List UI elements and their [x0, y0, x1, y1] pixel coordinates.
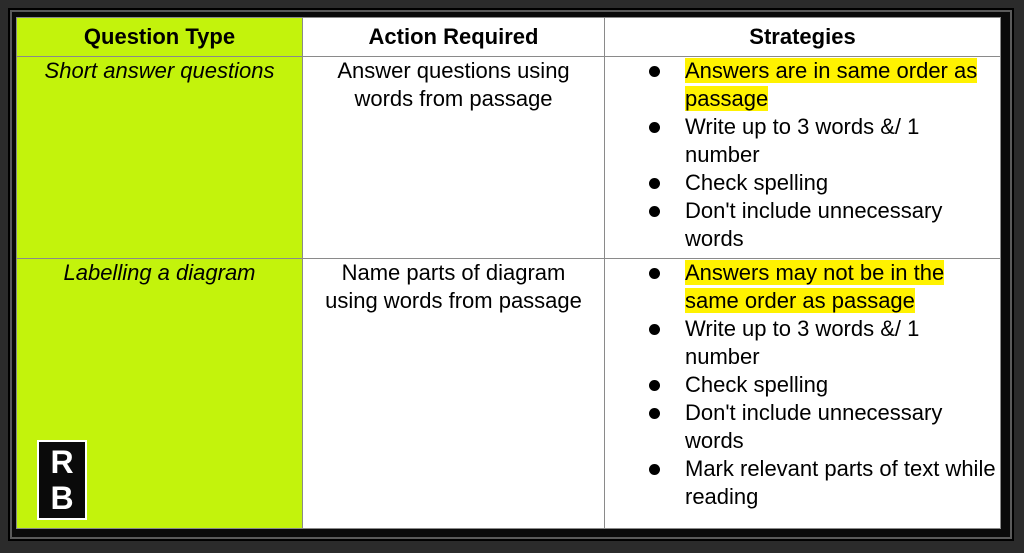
- strategy-item: [635, 315, 1000, 371]
- strategy-item: [635, 371, 1000, 399]
- bullet-icon: [649, 206, 660, 217]
- bullet-icon: [649, 178, 660, 189]
- table-row: [17, 57, 1001, 259]
- bullet-icon: [649, 408, 660, 419]
- action-line: Answer questions using: [337, 58, 570, 83]
- strategy-list: [605, 259, 1000, 511]
- strategy-text: Mark relevant parts of text while reading: [685, 455, 996, 509]
- action-cell: [303, 258, 605, 528]
- strategies-cell: [605, 57, 1001, 259]
- strategy-item: [635, 113, 1000, 169]
- action-cell: [303, 57, 605, 259]
- strategy-item: [635, 169, 1000, 197]
- bullet-icon: [649, 324, 660, 335]
- bullet-icon: [649, 122, 660, 133]
- rb-logo: [37, 440, 87, 520]
- strategy-text: Don't include unnecessary words: [685, 399, 943, 453]
- bullet-icon: [649, 66, 660, 77]
- header-row: [17, 18, 1001, 57]
- strategy-list: [605, 57, 1000, 253]
- header-action-required: Action Required: [303, 18, 605, 57]
- strategy-text: Answers are in same order as passage: [685, 58, 978, 111]
- strategy-item: [635, 197, 1000, 253]
- logo-letter: R: [50, 444, 74, 480]
- strategies-cell: [605, 258, 1001, 528]
- question-type-cell: [17, 57, 303, 259]
- strategy-text: Don't include unnecessary words: [685, 198, 943, 251]
- header-question-type: Question Type: [17, 18, 303, 57]
- header-strategies: Strategies: [605, 18, 1001, 57]
- question-type-label: Labelling a diagram: [63, 259, 256, 285]
- strategy-table: [16, 17, 1001, 529]
- logo-letter: B: [50, 480, 74, 516]
- action-line: using words from passage: [325, 287, 582, 313]
- bullet-icon: [649, 464, 660, 475]
- action-line: Name parts of diagram: [341, 259, 566, 285]
- strategy-item: [635, 399, 1000, 455]
- strategy-text: Check spelling: [685, 371, 829, 397]
- strategy-item: [635, 455, 1000, 511]
- action-line: words from passage: [354, 86, 553, 111]
- strategy-item: [635, 57, 1000, 113]
- strategy-text: Check spelling: [685, 170, 829, 195]
- strategy-text: Write up to 3 words &/ 1 number: [685, 114, 920, 167]
- bullet-icon: [649, 380, 660, 391]
- strategy-item: [635, 259, 1000, 315]
- table-row: [17, 258, 1001, 528]
- question-type-cell: [17, 258, 303, 528]
- question-type-label: Short answer questions: [44, 58, 275, 83]
- strategy-text: Write up to 3 words &/ 1 number: [685, 315, 920, 369]
- bullet-icon: [649, 268, 660, 279]
- strategy-text: Answers may not be in the same order as passage: [685, 259, 945, 313]
